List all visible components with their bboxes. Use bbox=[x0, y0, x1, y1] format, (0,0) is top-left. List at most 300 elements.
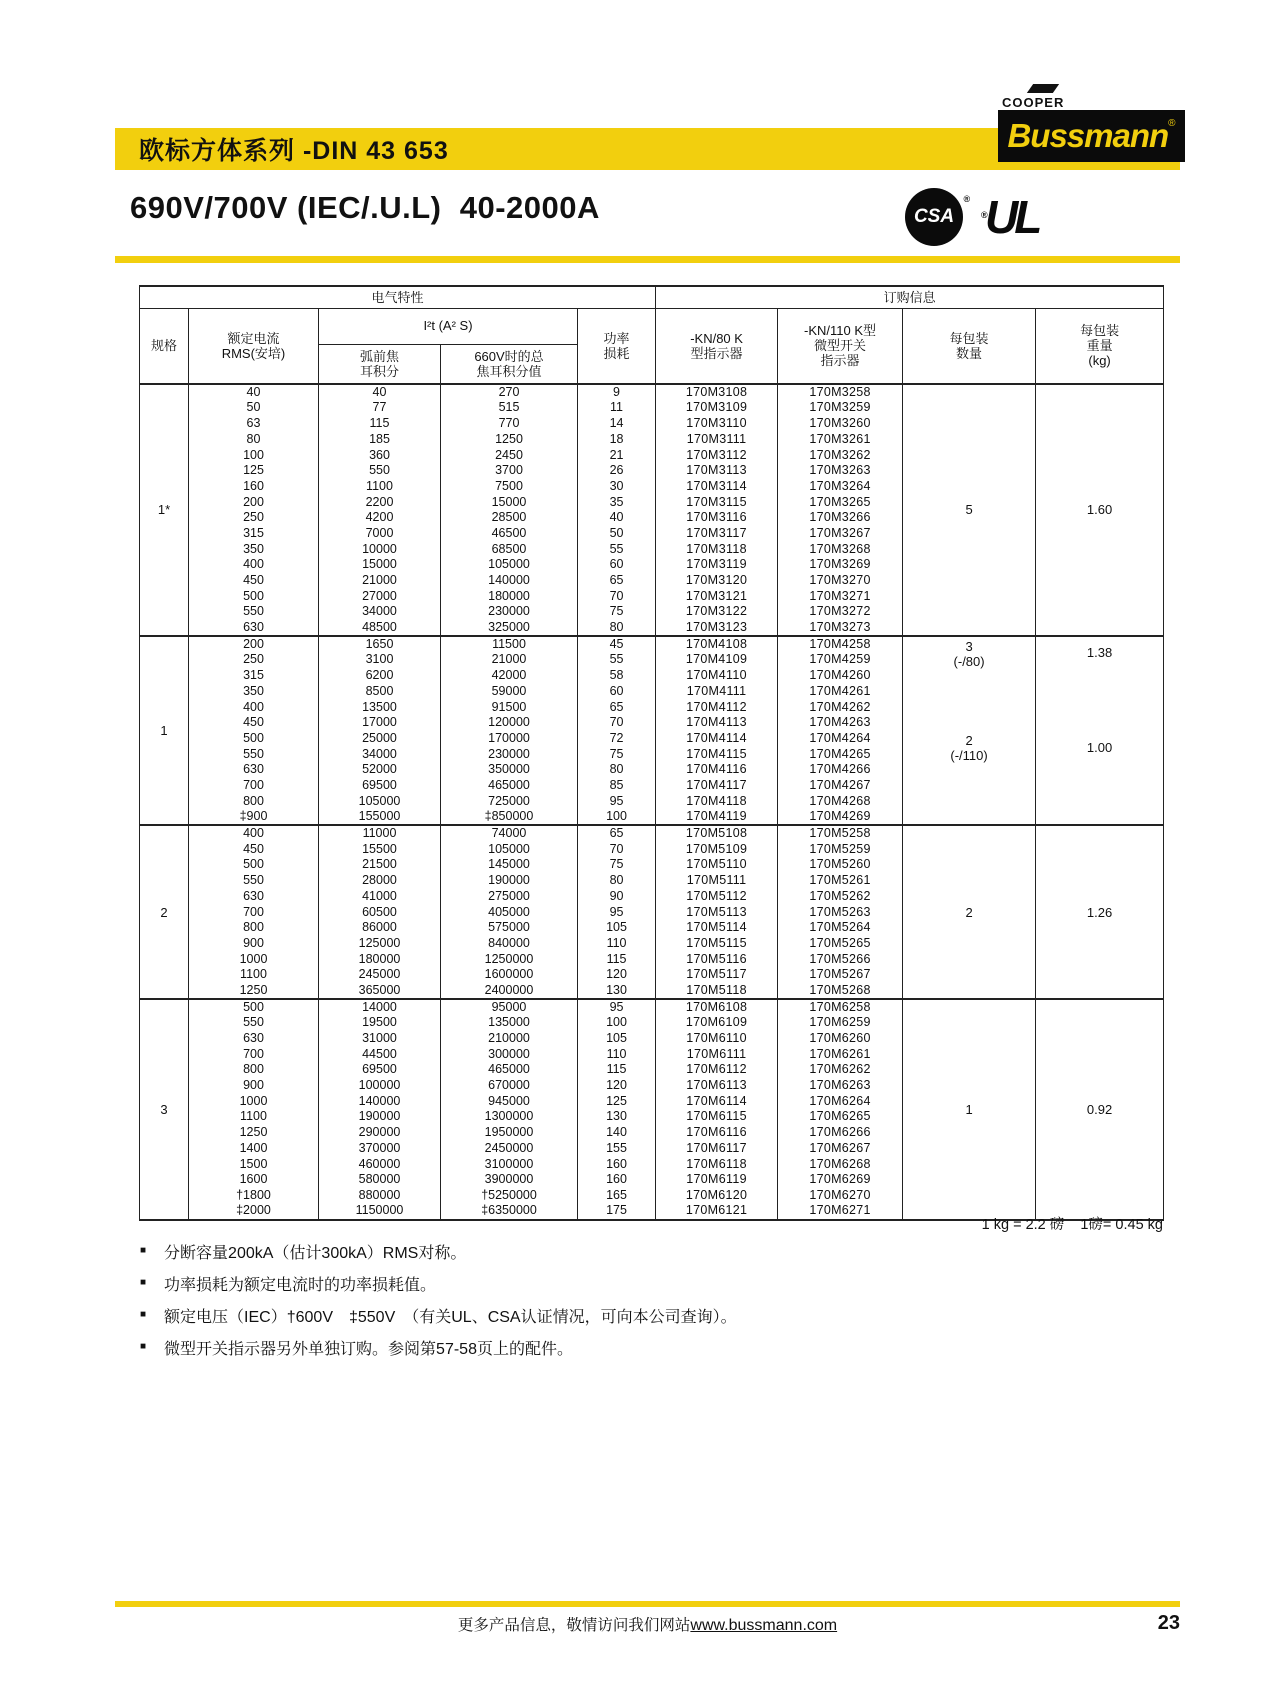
package-weight-cell: 1.38 1.00 bbox=[1036, 636, 1164, 825]
cell-rated-current: 500 bbox=[189, 731, 319, 747]
cell-prearc-i2t: 370000 bbox=[319, 1141, 441, 1157]
cell-prearc-i2t: 190000 bbox=[319, 1109, 441, 1125]
cell-part-kn80: 170M3116 bbox=[656, 510, 778, 526]
cell-prearc-i2t: 34000 bbox=[319, 746, 441, 762]
kn110-line2: 微型开关 bbox=[814, 338, 867, 354]
cell-prearc-i2t: 115 bbox=[319, 416, 441, 432]
spec-label: 3 bbox=[140, 999, 189, 1220]
group-header-ordering: 订购信息 bbox=[656, 286, 1164, 308]
cell-prearc-i2t: 140000 bbox=[319, 1094, 441, 1110]
cell-power-loss: 55 bbox=[578, 652, 656, 668]
cell-prearc-i2t: 48500 bbox=[319, 620, 441, 636]
cell-part-kn110: 170M5263 bbox=[778, 904, 903, 920]
cell-rated-current: 630 bbox=[189, 620, 319, 636]
footer-text-line bbox=[115, 1613, 1180, 1635]
ul-label: UL bbox=[985, 191, 1039, 243]
cell-power-loss: 85 bbox=[578, 778, 656, 794]
cell-power-loss: 65 bbox=[578, 573, 656, 589]
cell-prearc-i2t: 15000 bbox=[319, 557, 441, 573]
cell-part-kn80: 170M5113 bbox=[656, 904, 778, 920]
cell-power-loss: 14 bbox=[578, 416, 656, 432]
cell-prearc-i2t: 580000 bbox=[319, 1172, 441, 1188]
title-divider bbox=[115, 256, 1180, 263]
cell-prearc-i2t: 290000 bbox=[319, 1125, 441, 1141]
footnote-text: 额定电压（IEC）†600V ‡550V （有关UL、CSA认证情况，可向本公司查询）。 bbox=[164, 1309, 737, 1326]
cell-total-i2t: 840000 bbox=[441, 936, 578, 952]
cell-part-kn110: 170M4268 bbox=[778, 793, 903, 809]
cell-rated-current: 900 bbox=[189, 936, 319, 952]
cell-power-loss: 35 bbox=[578, 494, 656, 510]
cell-rated-current: 1600 bbox=[189, 1172, 319, 1188]
cell-part-kn110: 170M6270 bbox=[778, 1188, 903, 1204]
prearc-line1: 弧前焦 bbox=[359, 348, 399, 364]
cell-total-i2t: 190000 bbox=[441, 873, 578, 889]
cell-rated-current: 1100 bbox=[189, 967, 319, 983]
cell-total-i2t: 180000 bbox=[441, 588, 578, 604]
footnote-item bbox=[140, 1240, 737, 1263]
cell-prearc-i2t: 365000 bbox=[319, 983, 441, 999]
cell-part-kn110: 170M6265 bbox=[778, 1109, 903, 1125]
cell-power-loss: 75 bbox=[578, 857, 656, 873]
cell-part-kn110: 170M5267 bbox=[778, 967, 903, 983]
cell-power-loss: 75 bbox=[578, 604, 656, 620]
cell-part-kn110: 170M6264 bbox=[778, 1094, 903, 1110]
cell-part-kn80: 170M5109 bbox=[656, 842, 778, 858]
cell-part-kn110: 170M3271 bbox=[778, 588, 903, 604]
cell-part-kn80: 170M6108 bbox=[656, 999, 778, 1015]
cell-prearc-i2t: 155000 bbox=[319, 809, 441, 825]
cell-power-loss: 72 bbox=[578, 731, 656, 747]
cell-part-kn80: 170M6121 bbox=[656, 1203, 778, 1219]
cell-rated-current: 400 bbox=[189, 699, 319, 715]
cell-total-i2t: 230000 bbox=[441, 604, 578, 620]
cell-part-kn110: 170M6258 bbox=[778, 999, 903, 1015]
cell-prearc-i2t: 100000 bbox=[319, 1078, 441, 1094]
cell-part-kn80: 170M4114 bbox=[656, 731, 778, 747]
cell-power-loss: 115 bbox=[578, 1062, 656, 1078]
fuse-section-3 bbox=[140, 999, 1164, 1220]
table-header bbox=[140, 286, 1164, 384]
prearc-line2: 耳积分 bbox=[359, 363, 399, 379]
cell-rated-current: 630 bbox=[189, 889, 319, 905]
cell-rated-current: 63 bbox=[189, 416, 319, 432]
total-i2t-line1: 660V时的总 bbox=[474, 348, 544, 364]
cell-part-kn110: 170M3267 bbox=[778, 526, 903, 542]
cell-part-kn110: 170M3260 bbox=[778, 416, 903, 432]
cell-part-kn110: 170M3264 bbox=[778, 479, 903, 495]
cell-total-i2t: 405000 bbox=[441, 904, 578, 920]
cell-power-loss: 65 bbox=[578, 825, 656, 841]
cell-rated-current: 450 bbox=[189, 842, 319, 858]
cell-part-kn110: 170M6259 bbox=[778, 1015, 903, 1031]
cell-part-kn110: 170M3258 bbox=[778, 384, 903, 400]
bussmann-logo-text: Bussmann bbox=[1007, 117, 1169, 154]
cell-prearc-i2t: 11000 bbox=[319, 825, 441, 841]
cell-rated-current: 450 bbox=[189, 715, 319, 731]
cell-prearc-i2t: 185 bbox=[319, 432, 441, 448]
cell-part-kn80: 170M3123 bbox=[656, 620, 778, 636]
cell-total-i2t: 465000 bbox=[441, 778, 578, 794]
cell-total-i2t: 2400000 bbox=[441, 983, 578, 999]
registered-mark: ® bbox=[1168, 118, 1176, 129]
cell-prearc-i2t: 4200 bbox=[319, 510, 441, 526]
spec-label: 1 bbox=[140, 636, 189, 825]
package-weight-line2: 重量 bbox=[1086, 338, 1113, 354]
cell-part-kn80: 170M5110 bbox=[656, 857, 778, 873]
cell-rated-current: 400 bbox=[189, 825, 319, 841]
cell-power-loss: 50 bbox=[578, 526, 656, 542]
cell-rated-current: 400 bbox=[189, 557, 319, 573]
cell-prearc-i2t: 15500 bbox=[319, 842, 441, 858]
cell-prearc-i2t: 41000 bbox=[319, 889, 441, 905]
total-i2t-line2: 焦耳积分值 bbox=[476, 363, 542, 379]
cell-prearc-i2t: 13500 bbox=[319, 699, 441, 715]
cell-part-kn80: 170M6111 bbox=[656, 1046, 778, 1062]
cell-rated-current: †1800 bbox=[189, 1188, 319, 1204]
cell-part-kn110: 170M5258 bbox=[778, 825, 903, 841]
col-header-i2t: I²t (A² S) bbox=[319, 308, 578, 344]
cell-power-loss: 105 bbox=[578, 1031, 656, 1047]
square-bullet-icon: ■ bbox=[140, 1245, 147, 1256]
cell-part-kn80: 170M3115 bbox=[656, 494, 778, 510]
kn80-line1: -KN/80 K bbox=[690, 330, 743, 346]
cell-prearc-i2t: 44500 bbox=[319, 1046, 441, 1062]
cell-part-kn80: 170M6119 bbox=[656, 1172, 778, 1188]
cell-part-kn110: 170M6268 bbox=[778, 1156, 903, 1172]
cell-part-kn110: 170M5260 bbox=[778, 857, 903, 873]
footer-divider bbox=[115, 1601, 1180, 1607]
cell-rated-current: 800 bbox=[189, 1062, 319, 1078]
cell-power-loss: 105 bbox=[578, 920, 656, 936]
square-bullet-icon: ■ bbox=[140, 1341, 147, 1352]
cell-rated-current: 350 bbox=[189, 541, 319, 557]
cell-rated-current: 160 bbox=[189, 479, 319, 495]
cell-power-loss: 60 bbox=[578, 684, 656, 700]
cell-total-i2t: 2450000 bbox=[441, 1141, 578, 1157]
cell-prearc-i2t: 60500 bbox=[319, 904, 441, 920]
fuse-section-1-star bbox=[140, 384, 1164, 636]
cell-part-kn80: 170M3114 bbox=[656, 479, 778, 495]
cell-prearc-i2t: 28000 bbox=[319, 873, 441, 889]
cell-part-kn80: 170M4117 bbox=[656, 778, 778, 794]
cell-power-loss: 90 bbox=[578, 889, 656, 905]
col-header-rated-current bbox=[189, 308, 319, 384]
cell-rated-current: 40 bbox=[189, 384, 319, 400]
cell-power-loss: 80 bbox=[578, 873, 656, 889]
cell-power-loss: 45 bbox=[578, 636, 656, 652]
csa-label: CSA bbox=[913, 206, 955, 227]
cell-prearc-i2t: 86000 bbox=[319, 920, 441, 936]
cell-prearc-i2t: 77 bbox=[319, 400, 441, 416]
cell-prearc-i2t: 7000 bbox=[319, 526, 441, 542]
footnote-text: 微型开关指示器另外单独订购。参阅第57-58页上的配件。 bbox=[164, 1341, 573, 1358]
cell-prearc-i2t: 40 bbox=[319, 384, 441, 400]
cell-rated-current: 100 bbox=[189, 447, 319, 463]
rated-current-line1: 额定电流 bbox=[227, 330, 280, 346]
cell-part-kn110: 170M4269 bbox=[778, 809, 903, 825]
cell-power-loss: 26 bbox=[578, 463, 656, 479]
cell-rated-current: 80 bbox=[189, 432, 319, 448]
cell-part-kn80: 170M5117 bbox=[656, 967, 778, 983]
cell-prearc-i2t: 880000 bbox=[319, 1188, 441, 1204]
cell-part-kn110: 170M3273 bbox=[778, 620, 903, 636]
cell-total-i2t: 7500 bbox=[441, 479, 578, 495]
cell-part-kn80: 170M3120 bbox=[656, 573, 778, 589]
cell-total-i2t: 68500 bbox=[441, 541, 578, 557]
cell-part-kn80: 170M3108 bbox=[656, 384, 778, 400]
cell-part-kn80: 170M6112 bbox=[656, 1062, 778, 1078]
cell-prearc-i2t: 52000 bbox=[319, 762, 441, 778]
cell-power-loss: 160 bbox=[578, 1172, 656, 1188]
kg-conversion-note: 1 kg = 2.2 磅 1磅= 0.45 kg bbox=[981, 1217, 1163, 1233]
cell-part-kn80: 170M4113 bbox=[656, 715, 778, 731]
cell-part-kn110: 170M6266 bbox=[778, 1125, 903, 1141]
cell-part-kn110: 170M3263 bbox=[778, 463, 903, 479]
cell-rated-current: 500 bbox=[189, 588, 319, 604]
package-qty-line1: 每包装 bbox=[949, 330, 989, 346]
cell-total-i2t: 945000 bbox=[441, 1094, 578, 1110]
cell-part-kn80: 170M3111 bbox=[656, 432, 778, 448]
cell-power-loss: 70 bbox=[578, 842, 656, 858]
cell-part-kn80: 170M5114 bbox=[656, 920, 778, 936]
cell-part-kn110: 170M4261 bbox=[778, 684, 903, 700]
cell-part-kn80: 170M6115 bbox=[656, 1109, 778, 1125]
cell-power-loss: 130 bbox=[578, 983, 656, 999]
cell-prearc-i2t: 19500 bbox=[319, 1015, 441, 1031]
package-weight-cell: 1.26 bbox=[1036, 825, 1164, 999]
cell-total-i2t: 270 bbox=[441, 384, 578, 400]
cell-total-i2t: 2450 bbox=[441, 447, 578, 463]
cell-total-i2t: 21000 bbox=[441, 652, 578, 668]
cell-total-i2t: 145000 bbox=[441, 857, 578, 873]
kn80-line2: 型指示器 bbox=[690, 345, 743, 361]
cell-part-kn110: 170M5268 bbox=[778, 983, 903, 999]
kn110-line1: -KN/110 K型 bbox=[804, 322, 877, 338]
cell-rated-current: 550 bbox=[189, 746, 319, 762]
cell-total-i2t: 515 bbox=[441, 400, 578, 416]
cell-part-kn80: 170M6117 bbox=[656, 1141, 778, 1157]
cell-total-i2t: 140000 bbox=[441, 573, 578, 589]
cell-power-loss: 58 bbox=[578, 668, 656, 684]
cell-prearc-i2t: 1650 bbox=[319, 636, 441, 652]
footnote-item bbox=[140, 1304, 737, 1327]
package-qty-cell: 1 bbox=[903, 999, 1036, 1220]
cell-total-i2t: 1950000 bbox=[441, 1125, 578, 1141]
fuse-spec-table bbox=[139, 285, 1164, 1221]
footnote-item bbox=[140, 1336, 737, 1359]
cell-power-loss: 80 bbox=[578, 620, 656, 636]
cell-part-kn110: 170M3266 bbox=[778, 510, 903, 526]
cell-total-i2t: ‡850000 bbox=[441, 809, 578, 825]
cell-power-loss: 120 bbox=[578, 1078, 656, 1094]
cell-part-kn80: 170M6120 bbox=[656, 1188, 778, 1204]
cell-part-kn110: 170M6263 bbox=[778, 1078, 903, 1094]
cell-rated-current: 900 bbox=[189, 1078, 319, 1094]
col-header-spec: 规格 bbox=[140, 308, 189, 384]
cell-part-kn110: 170M4264 bbox=[778, 731, 903, 747]
col-header-kn110 bbox=[778, 308, 903, 384]
cell-prearc-i2t: 1100 bbox=[319, 479, 441, 495]
cell-power-loss: 110 bbox=[578, 1046, 656, 1062]
cell-part-kn110: 170M6261 bbox=[778, 1046, 903, 1062]
cell-power-loss: 11 bbox=[578, 400, 656, 416]
cell-part-kn110: 170M3268 bbox=[778, 541, 903, 557]
cell-rated-current: 700 bbox=[189, 904, 319, 920]
cell-power-loss: 110 bbox=[578, 936, 656, 952]
cell-power-loss: 18 bbox=[578, 432, 656, 448]
cell-part-kn110: 170M4260 bbox=[778, 668, 903, 684]
cell-rated-current: 550 bbox=[189, 873, 319, 889]
cell-part-kn80: 170M6110 bbox=[656, 1031, 778, 1047]
ul-certification-icon bbox=[981, 188, 1039, 246]
cell-total-i2t: 15000 bbox=[441, 494, 578, 510]
cell-power-loss: 65 bbox=[578, 699, 656, 715]
package-weight-line1: 每包装 bbox=[1080, 322, 1120, 338]
cell-part-kn80: 170M3122 bbox=[656, 604, 778, 620]
cell-rated-current: 550 bbox=[189, 1015, 319, 1031]
cell-part-kn80: 170M3109 bbox=[656, 400, 778, 416]
csa-certification-icon bbox=[905, 188, 970, 246]
cell-prearc-i2t: 550 bbox=[319, 463, 441, 479]
cell-total-i2t: 1250000 bbox=[441, 951, 578, 967]
cell-prearc-i2t: 25000 bbox=[319, 731, 441, 747]
cell-rated-current: 800 bbox=[189, 920, 319, 936]
cell-part-kn110: 170M5266 bbox=[778, 951, 903, 967]
cell-prearc-i2t: 21000 bbox=[319, 573, 441, 589]
cell-total-i2t: 230000 bbox=[441, 746, 578, 762]
cell-part-kn110: 170M3265 bbox=[778, 494, 903, 510]
cell-part-kn80: 170M5116 bbox=[656, 951, 778, 967]
cell-total-i2t: 135000 bbox=[441, 1015, 578, 1031]
cell-rated-current: 250 bbox=[189, 510, 319, 526]
cell-part-kn110: 170M5264 bbox=[778, 920, 903, 936]
cell-part-kn110: 170M3270 bbox=[778, 573, 903, 589]
cell-part-kn110: 170M6262 bbox=[778, 1062, 903, 1078]
cell-prearc-i2t: 69500 bbox=[319, 778, 441, 794]
certification-marks bbox=[905, 188, 1038, 246]
package-weight-line3: (kg) bbox=[1088, 353, 1111, 369]
cell-part-kn80: 170M6114 bbox=[656, 1094, 778, 1110]
cell-total-i2t: 1600000 bbox=[441, 967, 578, 983]
cell-prearc-i2t: 21500 bbox=[319, 857, 441, 873]
cooper-logo bbox=[1002, 84, 1092, 110]
cell-power-loss: 95 bbox=[578, 904, 656, 920]
cell-total-i2t: 91500 bbox=[441, 699, 578, 715]
cell-part-kn110: 170M3261 bbox=[778, 432, 903, 448]
col-header-kn80 bbox=[656, 308, 778, 384]
cell-rated-current: 630 bbox=[189, 1031, 319, 1047]
cell-total-i2t: 210000 bbox=[441, 1031, 578, 1047]
cell-rated-current: 125 bbox=[189, 463, 319, 479]
table-row bbox=[140, 384, 1164, 400]
cell-part-kn80: 170M6118 bbox=[656, 1156, 778, 1172]
table-row bbox=[140, 999, 1164, 1015]
cell-total-i2t: 28500 bbox=[441, 510, 578, 526]
cell-part-kn80: 170M6116 bbox=[656, 1125, 778, 1141]
cell-power-loss: 70 bbox=[578, 715, 656, 731]
cell-prearc-i2t: 245000 bbox=[319, 967, 441, 983]
bussmann-logo bbox=[998, 110, 1185, 162]
square-bullet-icon: ■ bbox=[140, 1277, 147, 1288]
cell-part-kn110: 170M3262 bbox=[778, 447, 903, 463]
cell-prearc-i2t: 10000 bbox=[319, 541, 441, 557]
cell-part-kn80: 170M4111 bbox=[656, 684, 778, 700]
cell-power-loss: 55 bbox=[578, 541, 656, 557]
cell-part-kn110: 170M4263 bbox=[778, 715, 903, 731]
cell-part-kn80: 170M5118 bbox=[656, 983, 778, 999]
cell-power-loss: 160 bbox=[578, 1156, 656, 1172]
cell-part-kn80: 170M4112 bbox=[656, 699, 778, 715]
cell-rated-current: 50 bbox=[189, 400, 319, 416]
cell-rated-current: 700 bbox=[189, 778, 319, 794]
cell-total-i2t: ‡6350000 bbox=[441, 1203, 578, 1219]
footer-website-link[interactable]: www.bussmann.com bbox=[690, 1617, 838, 1634]
cell-part-kn80: 170M6113 bbox=[656, 1078, 778, 1094]
cell-part-kn110: 170M6269 bbox=[778, 1172, 903, 1188]
page-title: 690V/700V (IEC/.U.L) 40-2000A bbox=[130, 190, 600, 225]
cell-part-kn80: 170M4118 bbox=[656, 793, 778, 809]
package-qty-cell: 3 (-/80) 2 (-/110) bbox=[903, 636, 1036, 825]
cell-power-loss: 130 bbox=[578, 1109, 656, 1125]
cell-total-i2t: 465000 bbox=[441, 1062, 578, 1078]
cell-rated-current: 500 bbox=[189, 857, 319, 873]
cell-power-loss: 155 bbox=[578, 1141, 656, 1157]
cell-total-i2t: 120000 bbox=[441, 715, 578, 731]
cell-prearc-i2t: 14000 bbox=[319, 999, 441, 1015]
cell-prearc-i2t: 1150000 bbox=[319, 1203, 441, 1219]
cell-part-kn110: 170M4267 bbox=[778, 778, 903, 794]
cell-total-i2t: 46500 bbox=[441, 526, 578, 542]
footnote-item bbox=[140, 1272, 737, 1295]
cell-part-kn80: 170M4109 bbox=[656, 652, 778, 668]
cell-rated-current: 1500 bbox=[189, 1156, 319, 1172]
cell-rated-current: 800 bbox=[189, 793, 319, 809]
table-row bbox=[140, 636, 1164, 652]
cell-part-kn110: 170M4262 bbox=[778, 699, 903, 715]
cell-power-loss: 9 bbox=[578, 384, 656, 400]
cell-rated-current: 315 bbox=[189, 526, 319, 542]
cell-rated-current: 200 bbox=[189, 636, 319, 652]
square-bullet-icon: ■ bbox=[140, 1309, 147, 1320]
ul-registered-mark: ® bbox=[981, 210, 984, 220]
cell-power-loss: 100 bbox=[578, 1015, 656, 1031]
cell-part-kn110: 170M4259 bbox=[778, 652, 903, 668]
cell-power-loss: 21 bbox=[578, 447, 656, 463]
cell-part-kn80: 170M5112 bbox=[656, 889, 778, 905]
cell-total-i2t: 170000 bbox=[441, 731, 578, 747]
cell-total-i2t: 74000 bbox=[441, 825, 578, 841]
cell-prearc-i2t: 8500 bbox=[319, 684, 441, 700]
cell-rated-current: ‡2000 bbox=[189, 1203, 319, 1219]
cell-rated-current: 1100 bbox=[189, 1109, 319, 1125]
cell-power-loss: 70 bbox=[578, 588, 656, 604]
cell-total-i2t: 3700 bbox=[441, 463, 578, 479]
fuse-section-2 bbox=[140, 825, 1164, 999]
cell-part-kn110: 170M6260 bbox=[778, 1031, 903, 1047]
cell-power-loss: 100 bbox=[578, 809, 656, 825]
package-qty-line2: 数量 bbox=[956, 345, 983, 361]
cell-rated-current: 1250 bbox=[189, 1125, 319, 1141]
cell-part-kn80: 170M5111 bbox=[656, 873, 778, 889]
power-loss-line2: 损耗 bbox=[603, 345, 630, 361]
page-number: 23 bbox=[1157, 1612, 1180, 1634]
cell-total-i2t: 105000 bbox=[441, 557, 578, 573]
cell-prearc-i2t: 34000 bbox=[319, 604, 441, 620]
cell-power-loss: 175 bbox=[578, 1203, 656, 1219]
cell-rated-current: 1400 bbox=[189, 1141, 319, 1157]
footer-text: 更多产品信息，敬情访问我们网站 bbox=[457, 1617, 691, 1634]
cell-part-kn80: 170M6109 bbox=[656, 1015, 778, 1031]
